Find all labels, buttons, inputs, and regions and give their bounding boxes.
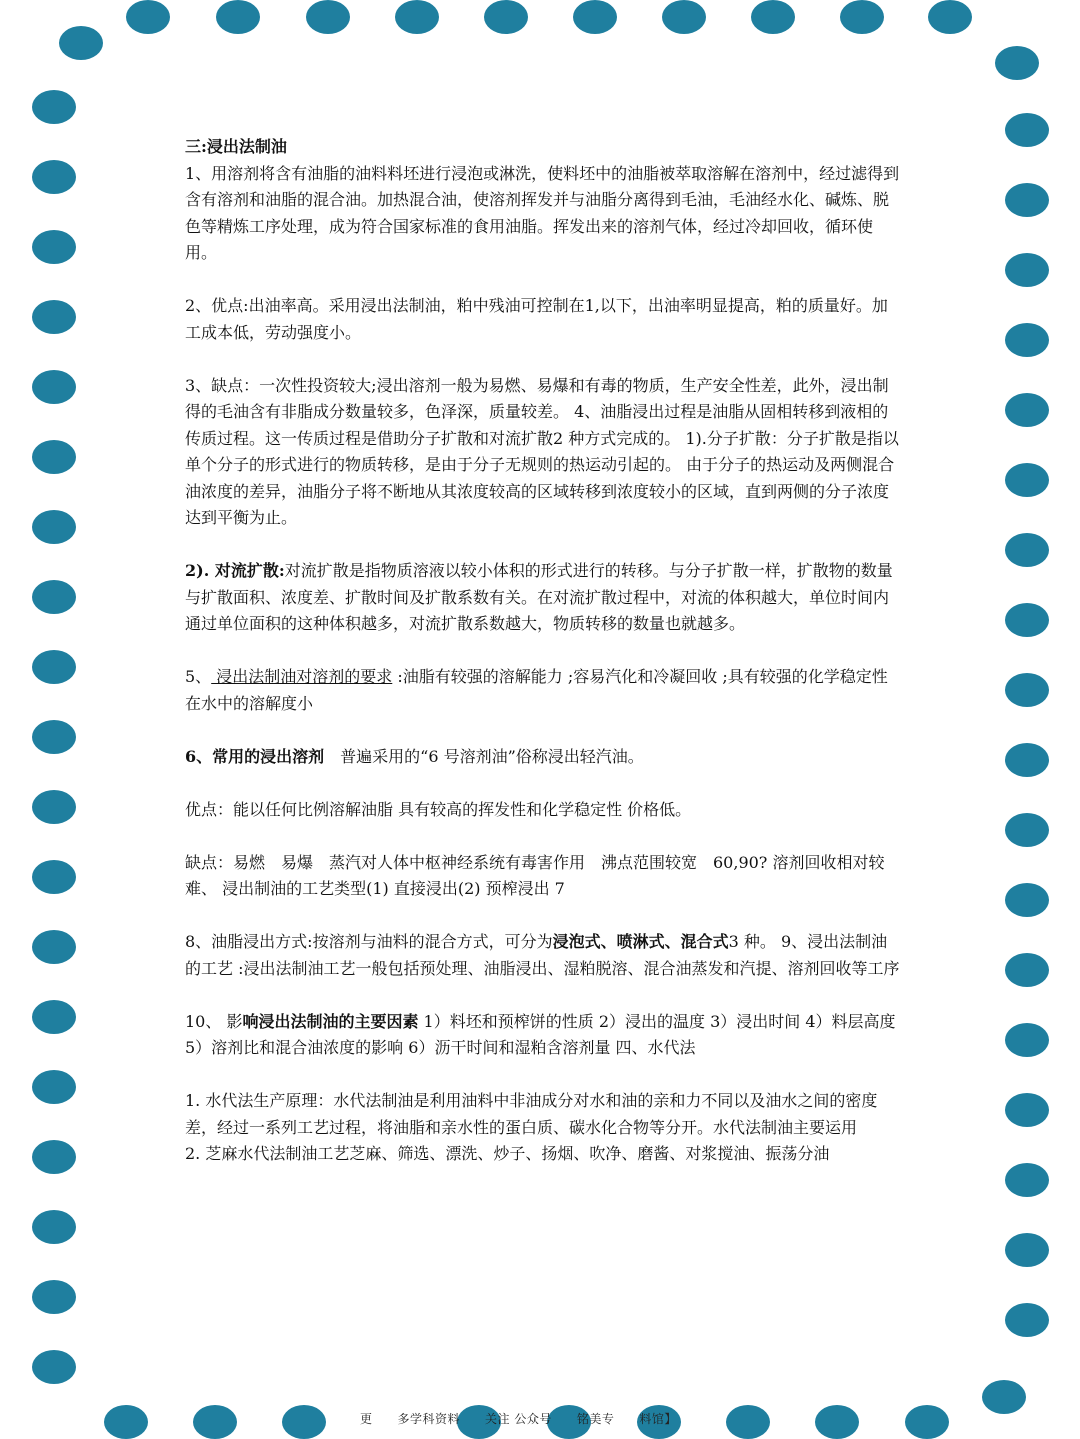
border-dot — [32, 930, 76, 964]
border-dot — [484, 0, 528, 34]
border-dot — [1005, 883, 1049, 917]
paragraph-11: 1. 水代法生产原理：水代法制油是利用油料中非油成分对水和油的亲和力不同以及油水之间的密度差，经过一系列工艺过程，将油脂和亲水性的蛋白质、碳水化合物等分开。水代法制油主要运用 — [185, 1091, 878, 1137]
border-dot — [216, 0, 260, 34]
border-dot — [928, 0, 972, 34]
paragraph-4 — [185, 558, 903, 638]
border-dot — [1005, 253, 1049, 287]
paragraph-9 — [185, 929, 903, 982]
border-dot — [32, 300, 76, 334]
border-dot — [840, 0, 884, 34]
border-dot — [1005, 113, 1049, 147]
border-dot — [1005, 1233, 1049, 1267]
border-dot — [32, 1070, 76, 1104]
paragraph-7: 优点：能以任何比例溶解油脂 具有较高的挥发性和化学稳定性 价格低。 — [185, 799, 692, 819]
border-dot — [32, 90, 76, 124]
border-dot — [1005, 953, 1049, 987]
border-dot — [104, 1405, 148, 1439]
border-dot — [573, 0, 617, 34]
border-dot — [1005, 1023, 1049, 1057]
border-dot — [32, 720, 76, 754]
paragraph-5-body: :油脂有较强的溶解能力 ;容易汽化和冷凝回收 ;具有较强的化学稳定性在水中的溶解度小 — [185, 667, 888, 713]
paragraph-5-heading: 浸出法制油对溶剂的要求 — [211, 667, 393, 686]
border-dot — [32, 1000, 76, 1034]
border-dot — [32, 580, 76, 614]
border-dot — [905, 1405, 949, 1439]
paragraph-10-rest: 1）料坯和预榨饼的性质 2）浸出的温度 3）浸出时间 4）料层高度 5）溶剂比和混合油浓度的影响 6）沥干时间和湿粕含溶剂量 四、水代法 — [185, 1011, 896, 1057]
paragraph-6-heading: 6、常用的浸出溶剂 — [185, 746, 325, 766]
border-dot — [32, 440, 76, 474]
paragraph-9-rest: 3 种。 9、浸出法制油的工艺 :浸出法制油工艺一般包括预处理、油脂浸出、湿粕脱溶、混合油蒸发和汽提、溶剂回收等工序 — [185, 932, 900, 978]
paragraph-5 — [185, 664, 903, 717]
border-dot — [982, 1380, 1026, 1414]
paragraph-10-emphasis: 响浸出法制油的主要因素 — [242, 1011, 419, 1031]
section-title: 三:浸出法制油 — [185, 137, 287, 156]
border-dot — [1005, 1303, 1049, 1337]
border-dot — [662, 0, 706, 34]
border-dot — [32, 650, 76, 684]
border-dot — [32, 230, 76, 264]
border-dot — [32, 370, 76, 404]
border-dot — [32, 510, 76, 544]
border-dot — [306, 0, 350, 34]
border-dot — [32, 860, 76, 894]
paragraph-1: 1、用溶剂将含有油脂的油料料坯进行浸泡或淋洗，使料坯中的油脂被萃取溶解在溶剂中，经过滤得到含有溶剂和油脂的混合油。加热混合油，使溶剂挥发并与油脂分离得到毛油，毛油经水化、碱炼、脱色等精炼工序处理，成为符合国家标准的食用油脂。挥发出来的溶剂气体，经过冷却回收，循环使用。 — [185, 163, 900, 262]
border-dot — [1005, 463, 1049, 497]
border-dot — [1005, 183, 1049, 217]
document-body — [185, 134, 903, 1168]
border-dot — [1005, 813, 1049, 847]
border-dot — [1005, 1163, 1049, 1197]
paragraph-4-body: 对流扩散是指物质溶液以较小体积的形式进行的转移。与分子扩散一样，扩散物的数量与扩散面积、浓度差、扩散时间及扩散系数有关。在对流扩散过程中，对流的体积越大，单位时间内通过单位面积的这种体积越多，对流扩散系数越大，物质转移的数量也就越多。 — [185, 561, 893, 633]
border-dot — [1005, 743, 1049, 777]
paragraph-8: 缺点：易燃 易爆 蒸汽对人体中枢神经系统有毒害作用 沸点范围较宽 60,90? 溶剂回收相对较难、 浸出制油的工艺类型(1) 直接浸出(2) 预榨浸出 7 — [185, 852, 885, 898]
border-dot — [1005, 673, 1049, 707]
border-dot — [282, 1405, 326, 1439]
border-dot — [995, 46, 1039, 80]
border-dot — [32, 790, 76, 824]
border-dot — [395, 0, 439, 34]
paragraph-9-lead: 8、油脂浸出方式:按溶剂与油料的混合方式，可分为 — [185, 932, 553, 951]
border-dot — [126, 0, 170, 34]
paragraph-4-heading: 2). 对流扩散: — [185, 561, 285, 580]
border-dot — [1005, 533, 1049, 567]
border-dot — [1005, 1093, 1049, 1127]
border-dot — [59, 26, 103, 60]
border-dot — [32, 1210, 76, 1244]
border-dot — [32, 1140, 76, 1174]
paragraph-6 — [185, 744, 903, 771]
border-dot — [815, 1405, 859, 1439]
border-dot — [1005, 393, 1049, 427]
paragraph-2: 2、优点:出油率高。采用浸出法制油，粕中残油可控制在1,以下，出油率明显提高，粕的质量好。加工成本低，劳动强度小。 — [185, 296, 888, 342]
border-dot — [32, 1350, 76, 1384]
border-dot — [751, 0, 795, 34]
border-dot — [32, 1280, 76, 1314]
paragraph-10-lead: 10、 影 — [185, 1011, 243, 1031]
border-dot — [1005, 603, 1049, 637]
paragraph-3: 3、缺点：一次性投资较大;浸出溶剂一般为易燃、易爆和有毒的物质，生产安全性差，此外，浸出制得的毛油含有非脂成分数量较多，色泽深，质量较差。 4、油脂浸出过程是油脂从固相转移到液相的传质过程。这一传质过程是借助分子扩散和对流扩散2 种方式完成的。 1).分子扩散：分子扩散是指以单个分子的形式进行的物质转移，是由于分子无规则的热运动引起的。 由于分子的热运动及两侧混合油浓度的差异，油脂分子将不断地从其浓度较高的区域转移到浓度较小的区域，直到两侧的分子浓度达到平衡为止。 — [185, 375, 899, 527]
paragraph-6-body: 普遍采用的“6 号溶剂油”俗称浸出轻汽油。 — [324, 746, 644, 766]
paragraph-12: 2. 芝麻水代法制油工艺芝麻、筛选、漂洗、炒子、扬烟、吹净、磨酱、对浆搅油、振荡分油 — [185, 1144, 830, 1163]
footer-note: 更 多学科资料 关注 公众号 铭美专 料馆】 — [360, 1412, 677, 1426]
border-dot — [32, 160, 76, 194]
border-dot — [1005, 323, 1049, 357]
paragraph-5-number: 5、 — [185, 667, 212, 686]
paragraph-9-emphasis: 浸泡式、喷淋式、混合式 — [552, 932, 729, 951]
border-dot — [193, 1405, 237, 1439]
paragraph-10 — [185, 1009, 903, 1062]
